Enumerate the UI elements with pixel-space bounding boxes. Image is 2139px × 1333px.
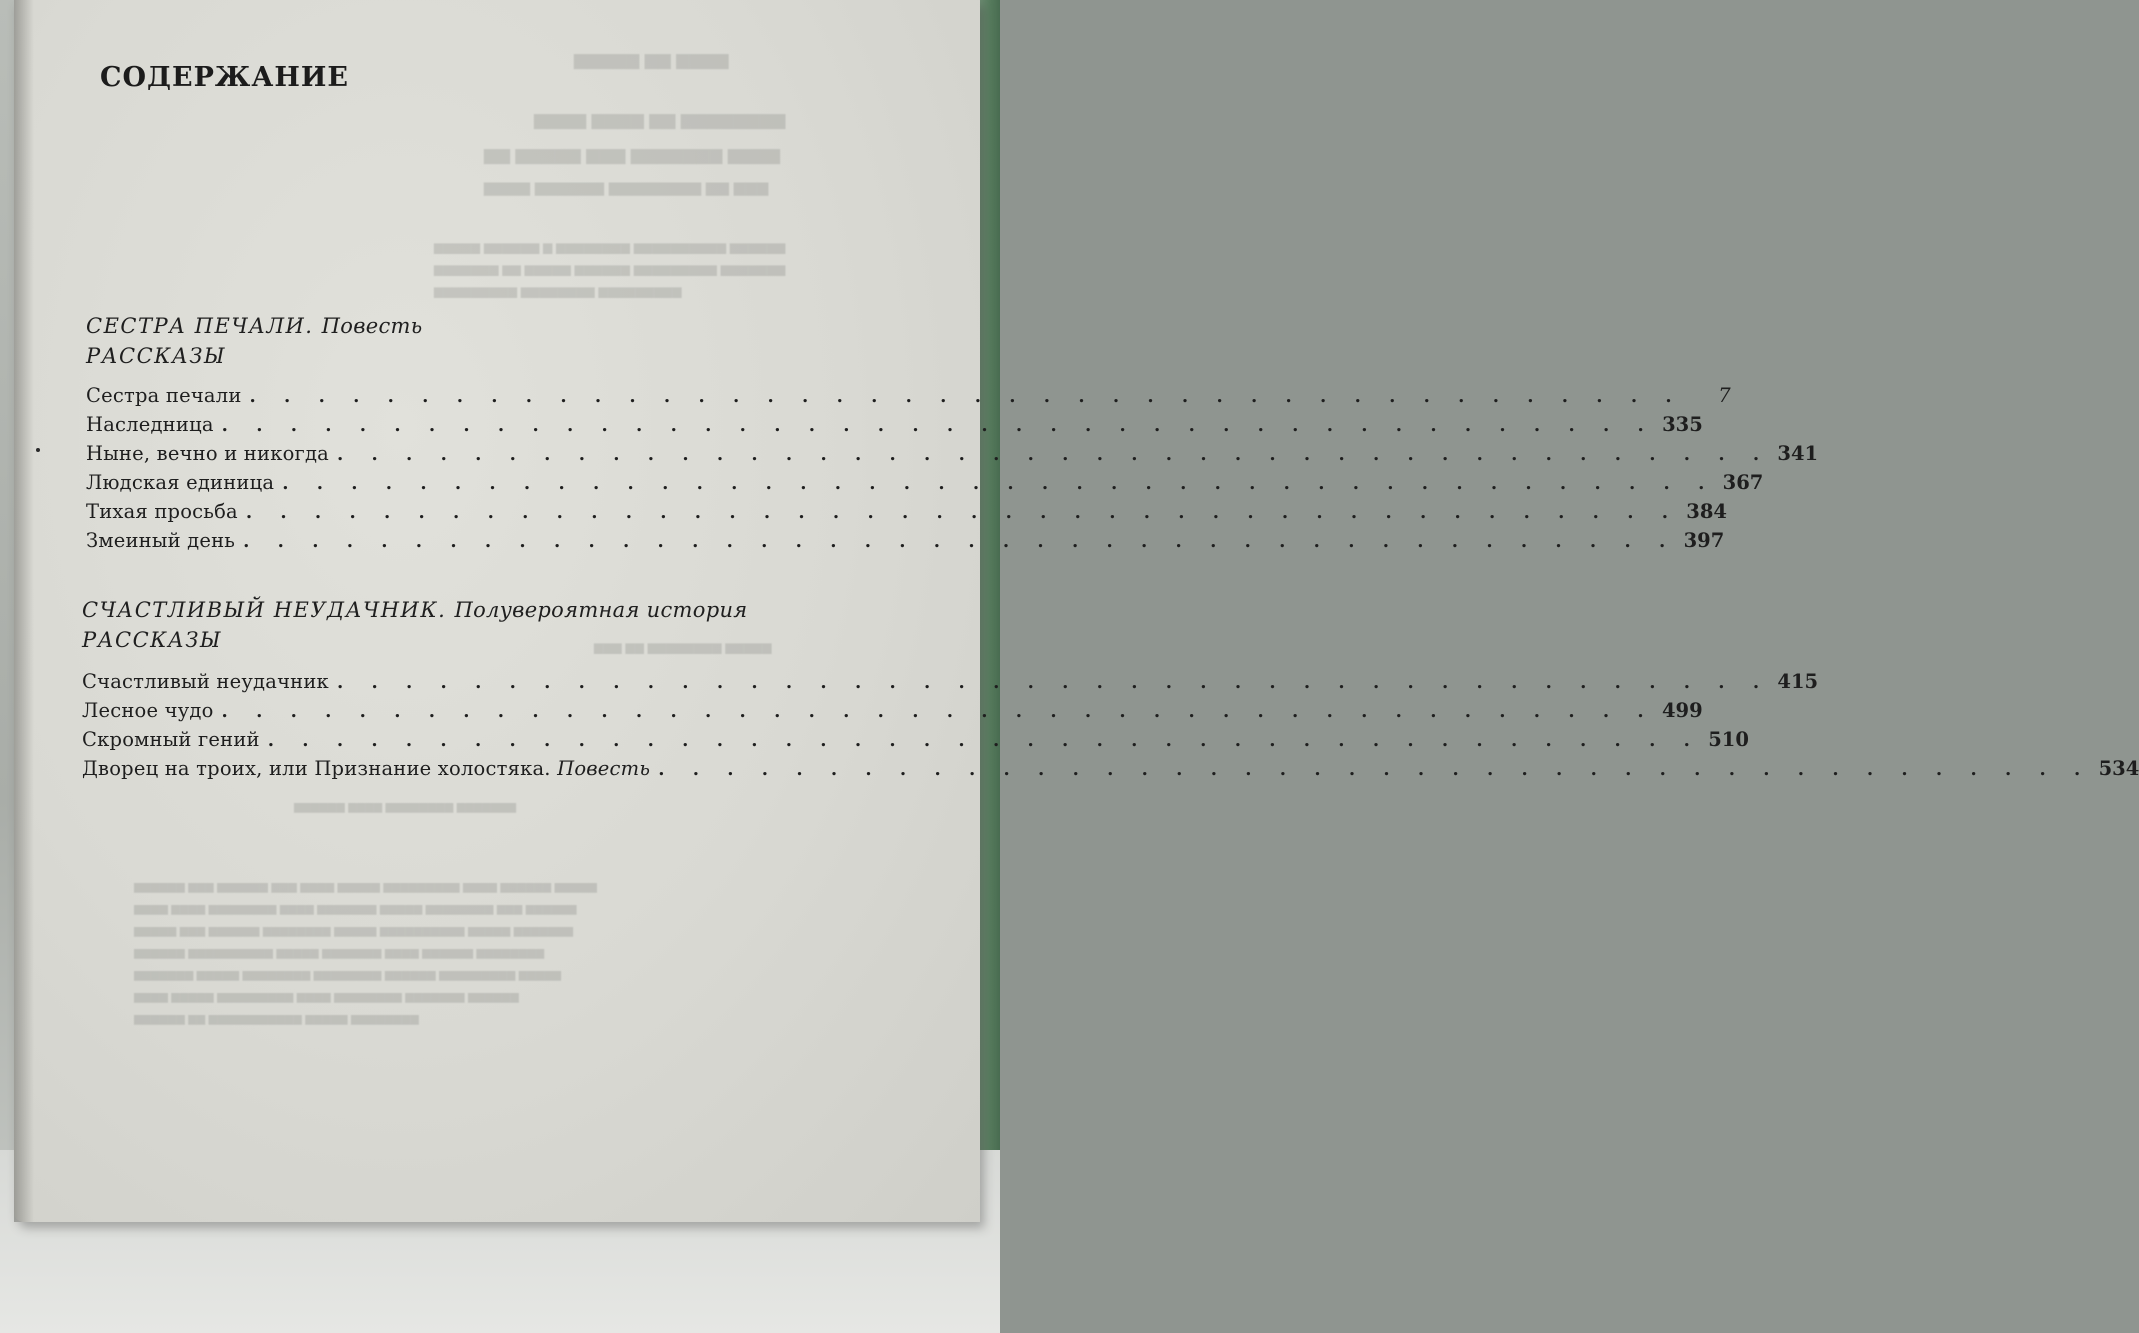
section-2-toc-list: [82, 670, 2139, 786]
book-page: [14, 0, 2139, 1222]
toc-entry-title: Ныне, вечно и никогда: [86, 442, 329, 465]
section-1-genre: Повесть: [321, 314, 423, 338]
section-2-subtitle: РАССКАЗЫ: [82, 628, 223, 652]
toc-leader-dots: . . . . . . . . . . . . . . . . . . . . . . . . . . . . . . . . . . . . . . . . . .: [658, 759, 2092, 780]
toc-entry-title: Змеиный день: [86, 529, 236, 552]
toc-leader-dots: . . . . . . . . . . . . . . . . . . . . . . . . . . . . . . . . . . . . . . . . . .: [221, 415, 1655, 436]
toc-entry-page: 397: [1683, 529, 1725, 552]
toc-entry-page: 367: [1722, 471, 1764, 494]
toc-entry-title: [82, 757, 650, 780]
toc-entry-page: 510: [1708, 728, 1749, 751]
show-through-4: ▆▆▆ ▆▆ ▆▆▆▆▆▆▆▆ ▆▆▆▆▆▆ ▆▆▆▆: [484, 178, 769, 196]
toc-entry[interactable]: [82, 670, 1819, 699]
show-through-11: ▆▆▆▆▆▆ ▆▆▆ ▆▆▆▆▆▆▆▆ ▆▆▆▆▆ ▆▆▆▆▆▆▆ ▆▆▆▆ ▆▆▆▆▆▆▆▆ ▆▆▆▆ ▆▆▆▆: [134, 902, 577, 915]
show-through-14: ▆▆▆▆▆ ▆▆▆▆▆▆▆▆▆ ▆▆▆▆▆▆ ▆▆▆▆▆▆▆▆ ▆▆▆▆▆▆▆▆ ▆▆▆▆▆ ▆▆▆▆▆▆▆: [134, 968, 562, 981]
section-1-title: [86, 314, 423, 338]
ink-speck: [36, 448, 40, 452]
page-gutter-shadow: [14, 0, 34, 1222]
toc-entry[interactable]: [86, 442, 1819, 471]
toc-leader-dots: . . . . . . . . . . . . . . . . . . . . . . . . . . . . . . . . . . . . . . . . . .: [249, 386, 1683, 407]
toc-entry[interactable]: [86, 500, 1727, 529]
section-2-title: [82, 598, 747, 622]
toc-entry-page: 7: [1718, 384, 1731, 407]
toc-entry[interactable]: [86, 471, 1764, 500]
toc-entry-title: Наследница: [86, 413, 214, 436]
show-through-7: ▆▆▆▆▆▆▆▆▆ ▆▆▆▆▆▆▆▆ ▆▆▆▆▆▆▆▆▆: [434, 284, 682, 298]
toc-entry-title: Лесное чудо: [82, 699, 214, 722]
section-1-toc-list: [86, 384, 1819, 558]
toc-entry[interactable]: [82, 699, 1703, 728]
toc-entry-title: Сестра печали: [86, 384, 242, 407]
toc-entry-title-text: Дворец на троих, или Признание холостяка.: [82, 757, 551, 780]
toc-entry-title: Счастливый неудачник: [82, 670, 329, 693]
toc-entry-page: 499: [1661, 699, 1703, 722]
toc-entry-genre: Повесть: [557, 757, 651, 780]
toc-entry[interactable]: [86, 413, 1703, 442]
show-through-6: ▆▆▆▆▆▆▆ ▆▆▆▆▆▆▆▆▆ ▆▆▆▆▆▆ ▆▆▆▆▆ ▆▆ ▆▆▆▆▆▆▆: [434, 262, 786, 276]
toc-leader-dots: . . . . . . . . . . . . . . . . . . . . . . . . . . . . . . . . . . . . . . . . . .: [267, 730, 1701, 751]
toc-entry[interactable]: [86, 529, 1725, 558]
toc-entry[interactable]: [86, 384, 1731, 413]
section-1-name: СЕСТРА ПЕЧАЛИ.: [86, 314, 314, 338]
show-through-10: ▆▆▆▆▆ ▆▆▆▆▆▆ ▆▆▆▆ ▆▆▆▆▆▆▆▆▆ ▆▆▆▆▆ ▆▆▆▆ ▆▆▆ ▆▆▆▆▆▆ ▆▆▆ ▆▆▆▆▆▆: [134, 880, 597, 893]
book-cover-edge: [978, 0, 1000, 1333]
section-1-subtitle: РАССКАЗЫ: [86, 344, 227, 368]
toc-leader-dots: . . . . . . . . . . . . . . . . . . . . . . . . . . . . . . . . . . . . . . . . . .: [243, 531, 1677, 552]
toc-entry[interactable]: [82, 757, 2139, 786]
toc-entry-page: 415: [1777, 670, 1819, 693]
toc-entry-page: 384: [1686, 500, 1727, 523]
show-through-16: ▆▆▆▆▆▆▆▆ ▆▆▆▆▆ ▆▆▆▆▆▆▆▆▆▆▆ ▆▆ ▆▆▆▆▆▆: [134, 1012, 419, 1025]
toc-leader-dots: . . . . . . . . . . . . . . . . . . . . . . . . . . . . . . . . . . . . . . . . . .: [336, 672, 1771, 693]
show-through-12: ▆▆▆▆▆▆▆ ▆▆▆▆▆ ▆▆▆▆▆▆▆▆▆▆ ▆▆▆▆▆ ▆▆▆▆▆▆▆▆ ▆▆▆▆▆▆ ▆▆▆ ▆▆▆▆▆: [134, 924, 573, 937]
toc-entry-title: Скромный гений: [82, 728, 260, 751]
show-through-5: ▆▆▆▆▆▆ ▆▆▆▆▆▆▆▆▆▆ ▆▆▆▆▆▆▆▆ ▆ ▆▆▆▆▆▆ ▆▆▆▆▆: [434, 240, 786, 254]
show-through-3: ▆▆▆▆ ▆▆▆▆▆▆▆ ▆▆▆ ▆▆▆▆▆ ▆▆: [484, 145, 781, 165]
show-through-1: ▆▆▆▆ ▆▆ ▆▆▆▆▆: [574, 50, 729, 70]
toc-leader-dots: . . . . . . . . . . . . . . . . . . . . . . . . . . . . . . . . . . . . . . . . . .: [221, 701, 1655, 722]
contents-heading: СОДЕРЖАНИЕ: [100, 62, 349, 93]
show-through-8: ▆▆▆▆▆ ▆▆▆▆▆▆▆▆ ▆▆ ▆▆▆: [594, 640, 772, 654]
toc-entry[interactable]: [82, 728, 1749, 757]
toc-leader-dots: . . . . . . . . . . . . . . . . . . . . . . . . . . . . . . . . . . . . . . . . . .: [245, 502, 1679, 523]
toc-leader-dots: . . . . . . . . . . . . . . . . . . . . . . . . . . . . . . . . . . . . . . . . . .: [336, 444, 1771, 465]
toc-entry-page: 341: [1777, 442, 1819, 465]
toc-entry-page: 335: [1662, 413, 1703, 436]
toc-leader-dots: . . . . . . . . . . . . . . . . . . . . . . . . . . . . . . . . . . . . . . . . . .: [282, 473, 1716, 494]
show-through-2: ▆▆▆▆▆▆▆▆ ▆▆ ▆▆▆▆ ▆▆▆▆: [534, 110, 786, 130]
show-through-9: ▆▆▆▆▆▆▆ ▆▆▆▆▆▆▆▆ ▆▆▆▆ ▆▆▆▆▆▆: [294, 800, 516, 813]
section-2-genre: Полувероятная история: [454, 598, 748, 622]
show-through-13: ▆▆▆▆▆▆▆▆ ▆▆▆▆▆▆ ▆▆▆▆ ▆▆▆▆▆▆▆ ▆▆▆▆▆ ▆▆▆▆▆▆▆▆▆▆ ▆▆▆▆▆▆: [134, 946, 545, 959]
section-2-name: СЧАСТЛИВЫЙ НЕУДАЧНИК.: [82, 598, 447, 622]
toc-entry-title: Людская единица: [86, 471, 275, 494]
toc-entry-title: Тихая просьба: [86, 500, 238, 523]
toc-entry-page: 534: [2098, 757, 2139, 780]
show-through-15: ▆▆▆▆▆▆ ▆▆▆▆▆▆▆ ▆▆▆▆▆▆▆▆ ▆▆▆▆ ▆▆▆▆▆▆▆▆▆ ▆▆▆▆▆ ▆▆▆▆: [134, 990, 519, 1003]
